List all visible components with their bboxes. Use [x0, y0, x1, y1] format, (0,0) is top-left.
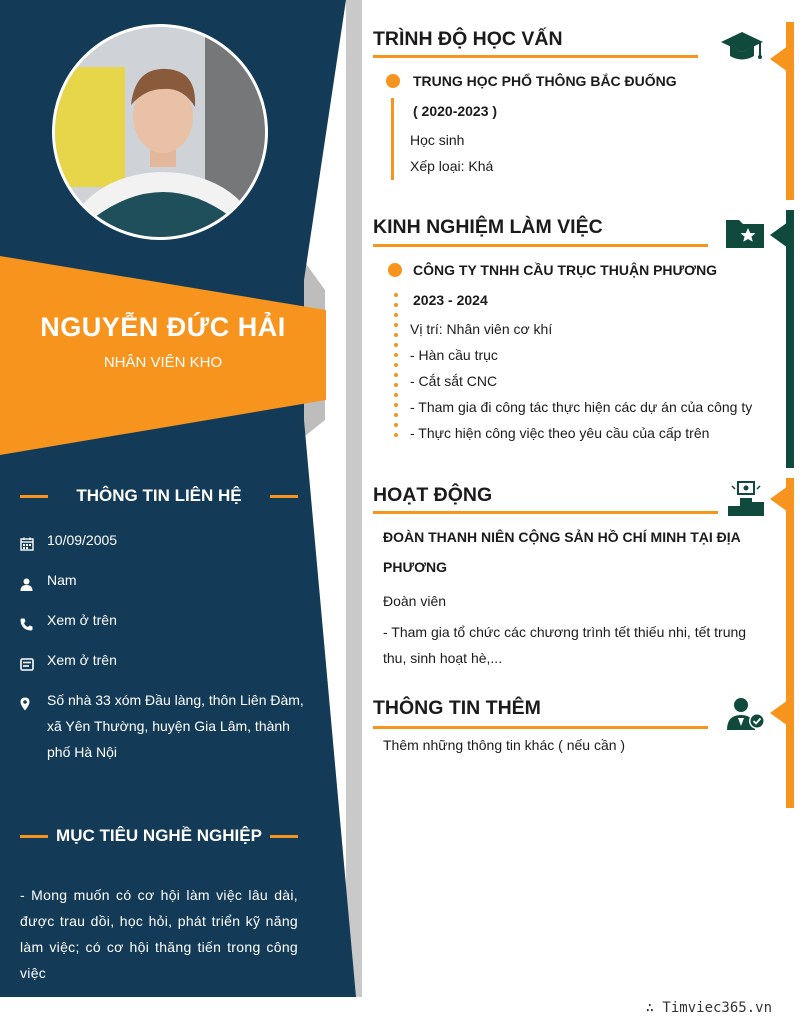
- footer-brand[interactable]: [646, 1000, 772, 1016]
- podium-icon: [726, 480, 766, 523]
- experience-line: - Hàn cầu trục: [410, 347, 498, 363]
- footer-brand-text: Timviec365.vn: [662, 1000, 772, 1016]
- accent-arrow-extra: [770, 700, 788, 726]
- experience-period: 2023 - 2024: [413, 292, 488, 308]
- experience-heading: KINH NGHIỆM LÀM VIỆC: [373, 216, 603, 238]
- contact-email: [20, 647, 320, 679]
- calendar-icon: [20, 527, 47, 559]
- education-timeline: [391, 98, 394, 180]
- contact-birthday-text: 10/09/2005: [47, 532, 118, 548]
- user-check-icon: [726, 696, 766, 737]
- education-period: ( 2020-2023 ): [413, 103, 498, 119]
- activities-org: ĐOÀN THANH NIÊN CỘNG SẢN HỒ CHÍ MINH TẠI ĐỊA PHƯƠNG: [383, 529, 741, 575]
- left-panel: [0, 0, 362, 997]
- extra-underline: [373, 726, 708, 729]
- experience-line: - Thực hiện công việc theo yêu cầu của cấp trên: [410, 425, 710, 441]
- accent-bar-experience: [786, 210, 794, 468]
- phone-icon: [20, 607, 47, 639]
- accent-bar-activities: [786, 478, 794, 808]
- candidate-name: NGUYỄN ĐỨC HẢI: [40, 312, 286, 342]
- education-heading: TRÌNH ĐỘ HỌC VẤN: [373, 28, 563, 50]
- location-icon: [20, 687, 47, 765]
- heading-bar-right: [270, 835, 298, 838]
- avatar: [52, 24, 268, 240]
- activities-heading: HOẠT ĐỘNG: [373, 484, 493, 506]
- experience-underline: [373, 244, 708, 247]
- heading-bar-left: [20, 495, 48, 498]
- education-underline: [373, 55, 698, 58]
- education-school: TRUNG HỌC PHỔ THÔNG BẮC ĐUỐNG: [413, 73, 677, 89]
- accent-arrow-education: [770, 46, 788, 72]
- experience-bullet: [388, 263, 402, 277]
- accent-arrow-activities: [770, 486, 788, 512]
- experience-line: Vị trí: Nhân viên cơ khí: [410, 321, 553, 337]
- candidate-job-title: NHÂN VIÊN KHO: [103, 354, 223, 371]
- objective-heading: [20, 826, 298, 846]
- graduation-cap-icon: [720, 30, 764, 69]
- experience-line: - Tham gia đi công tác thực hiện các dự án của công ty: [410, 399, 753, 415]
- education-role: Học sinh: [410, 132, 465, 148]
- contact-email-text: Xem ở trên: [47, 652, 117, 668]
- activities-role: Đoàn viên: [383, 593, 447, 609]
- experience-timeline: [394, 292, 398, 444]
- accent-arrow-experience: [770, 222, 788, 248]
- activities-desc: - Tham gia tổ chức các chương trình tết thiếu nhi, tết trung thu, sinh hoạt hè,...: [383, 624, 747, 666]
- contact-address-text: Số nhà 33 xóm Đầu làng, thôn Liên Đàm, xã Yên Thường, huyện Gia Lâm, thành phố Hà Nội: [47, 692, 304, 760]
- contact-phone-text: Xem ở trên: [47, 612, 117, 628]
- heading-bar-right: [270, 495, 298, 498]
- heading-bar-left: [20, 835, 48, 838]
- contact-gender-text: Nam: [47, 572, 77, 588]
- education-bullet: [386, 74, 400, 88]
- contact-gender: [20, 567, 320, 599]
- extra-text: Thêm những thông tin khác ( nếu cần ): [383, 737, 626, 753]
- folder-star-icon: [724, 216, 766, 255]
- footer-logo-icon: ∴: [645, 1000, 663, 1016]
- activities-underline: [373, 511, 718, 514]
- objective-heading-label: MỤC TIÊU NGHỀ NGHIỆP: [56, 826, 262, 845]
- contact-phone: [20, 607, 320, 639]
- contact-heading-label: THÔNG TIN LIÊN HỆ: [76, 486, 242, 505]
- objective-text: - Mong muốn có cơ hội làm việc lâu dài, được trau dồi, học hỏi, phát triển kỹ năng làm việc; có cơ hội thăng tiến trong công việc: [20, 887, 298, 981]
- email-icon: [20, 647, 47, 679]
- education-rank: Xếp loại: Khá: [410, 158, 494, 174]
- person-icon: [20, 567, 47, 599]
- experience-company: CÔNG TY TNHH CẦU TRỤC THUẬN PHƯƠNG: [413, 262, 718, 278]
- experience-line: - Cắt sắt CNC: [410, 373, 498, 389]
- avatar-image: [55, 27, 268, 240]
- extra-heading: THÔNG TIN THÊM: [373, 697, 541, 719]
- contact-birthday: [20, 527, 320, 559]
- contact-address: [20, 687, 320, 765]
- contact-heading: [20, 486, 298, 506]
